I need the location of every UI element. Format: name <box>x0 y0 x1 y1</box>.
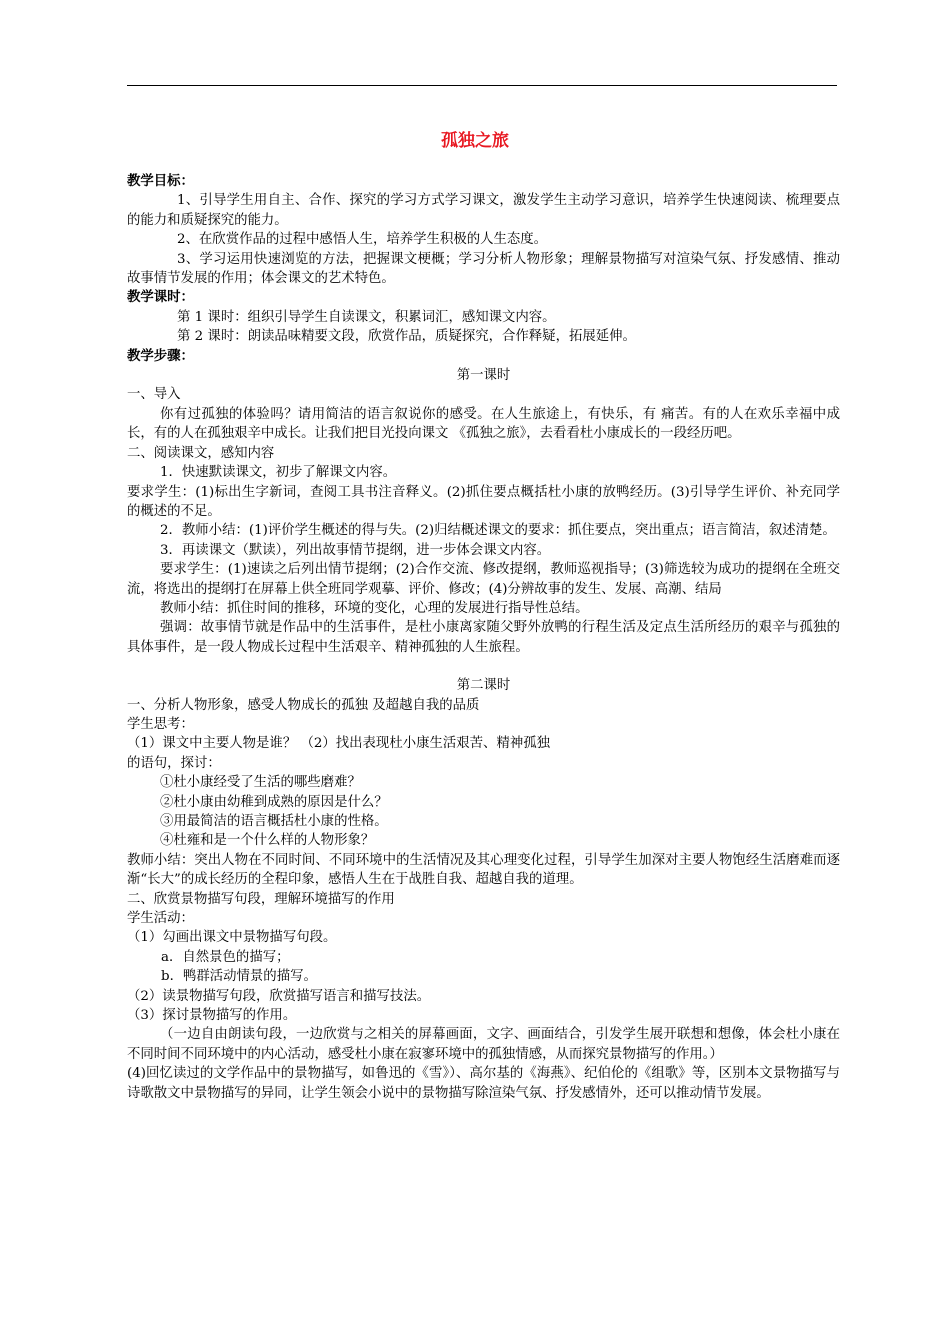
lesson2-activity-1-item: a．自然景色的描写； <box>161 949 290 965</box>
goal-item: 1、引导学生用自主、合作、探究的学习方式学习课文，激发学生主动学习意识，培养学生快速阅读、梳理要点的能力和质疑探究的能力。 <box>127 193 840 228</box>
goals-heading: 教学目标： <box>127 173 194 189</box>
header-rule <box>127 85 837 86</box>
lesson2-question-cont: 的语句，探讨： <box>127 755 221 771</box>
lesson2-activity-4: (4)回忆读过的文学作品中的景物描写，如鲁迅的《雪》）、高尔基的《海燕》、纪伯伦的《组歌》等，区别本文景物描写与诗歌散文中景物描写的异同，让学生领会小说中的景物描写除渲染气氛、抒发感情外，还可以推动情节发展。 <box>127 1066 840 1101</box>
hours-heading: 教学课时： <box>127 289 194 306</box>
lesson2-think-label: 学生思考： <box>127 716 194 732</box>
lesson2-activity-3: （3）探讨景物描写的作用。 <box>127 1008 297 1024</box>
lesson2-activity-label: 学生活动： <box>127 911 194 927</box>
lesson2-activity-2: （2）读景物描写句段，欣赏描写语言和描写技法。 <box>127 988 431 1004</box>
lesson1-section1-heading: 一、导入 <box>127 387 181 403</box>
lesson2-activity-3-note: （一边自由朗读句段，一边欣赏与之相关的屏幕画面，文字、画面结合，引发学生展开联想和想像，体会杜小康在不同时间不同环境中的内心活动，感受杜小康在寂寥环境中的孤独情感，从而探究景物描写的作用。） <box>127 1027 840 1062</box>
lesson2-subquestion: ③用最简洁的语言概括杜小康的性格。 <box>160 814 388 829</box>
lesson2-subquestion: ①杜小康经受了生活的哪些磨难？ <box>160 775 361 791</box>
lesson2-section1-heading: 一、分析人物形象，感受人物成长的孤独 及超越自我的品质 <box>127 697 480 713</box>
section-gap <box>127 657 840 676</box>
lesson2-subquestion: ④杜雍和是一个什么样的人物形象？ <box>160 833 375 849</box>
lesson1-step3: 3．再读课文（默读），列出故事情节提纲，进一步体会课文内容。 <box>160 542 551 558</box>
steps-heading: 教学步骤： <box>127 347 194 364</box>
lesson1-summary: 教师小结：抓住时间的推移，环境的变化，心理的发展进行指导性总结。 <box>160 600 589 616</box>
document-body <box>127 172 840 1103</box>
lesson1-intro-text: 你有过孤独的体验吗？请用简洁的语言叙说你的感受。在人生旅途上，有快乐，有 痛苦。有的人在欢乐幸福中成长，有的人在孤独艰辛中成长。让我们把目光投向课文 《孤独之旅》，去看看杜小康成长的一段经历吧。 <box>127 406 840 442</box>
lesson1-requirement2: 要求学生：(1)速读之后列出情节提纲；(2)合作交流、修改提纲，教师巡视指导；(3)筛选较为成功的提纲在全班交流，将选出的提纲打在屏幕上供全班同学观摹、评价、修改；(4)分辨故事的发生、发展、高潮、结局 <box>127 562 840 597</box>
goal-item: 3、学习运用快速浏览的方法，把握课文梗概；学习分析人物形象；理解景物描写对渲染气氛、抒发感情、推动故事情节发展的作用；体会课文的艺术特色。 <box>127 251 840 287</box>
hours-item: 第 2 课时：朗读品味精要文段，欣赏作品，质疑探究，合作释疑，拓展延伸。 <box>177 329 636 345</box>
lesson1-step2: 2．教师小结：(1)评价学生概述的得与失。(2)归结概述课文的要求：抓住要点，突出重点；语言简洁，叙述清楚。 <box>160 523 836 539</box>
lesson2-activity-1: （1）勾画出课文中景物描写句段。 <box>127 930 337 946</box>
lesson2-question-line: （1）课文中主要人物是谁？ （2）找出表现杜小康生活艰苦、精神孤独 <box>127 736 551 752</box>
lesson1-section2-heading: 二、阅读课文，感知内容 <box>127 445 275 461</box>
lesson1-emphasis: 强调：故事情节就是作品中的生活事件，是杜小康离家随父野外放鸭的行程生活及定点生活所经历的艰辛与孤独的具体事件，是一段人物成长过程中生活艰辛、精神孤独的人生旅程。 <box>127 620 840 655</box>
goal-item: 2、在欣赏作品的过程中感悟人生，培养学生积极的人生态度。 <box>177 232 548 248</box>
lesson2-subquestion: ②杜小康由幼稚到成熟的原因是什么？ <box>160 794 388 810</box>
page-title: 孤独之旅 <box>441 131 509 151</box>
lesson1-step1: 1．快速默读课文，初步了解课文内容。 <box>160 465 397 481</box>
lesson2-title: 第二课时 <box>456 678 511 694</box>
lesson1-requirement1: 要求学生：(1)标出生字新词，查阅工具书注音释义。(2)抓住要点概括杜小康的放鸭经历。(3)引导学生评价、补充同学的概述的不足。 <box>127 484 840 519</box>
lesson1-title: 第一课时 <box>456 368 511 384</box>
lesson2-section2-heading: 二、欣赏景物描写句段，理解环境描写的作用 <box>127 891 395 907</box>
lesson2-activity-1-item: b．鸭群活动情景的描写。 <box>161 969 317 985</box>
lesson2-summary: 教师小结：突出人物在不同时间、不同环境中的生活情况及其心理变化过程，引导学生加深对主要人物饱经生活磨难而逐渐“长大”的成长经历的全程印象，感悟人生在于战胜自我、超越自我的道理。 <box>127 852 840 888</box>
hours-item: 第 1 课时：组织引导学生自读课文，积累词汇，感知课文内容。 <box>177 309 556 325</box>
